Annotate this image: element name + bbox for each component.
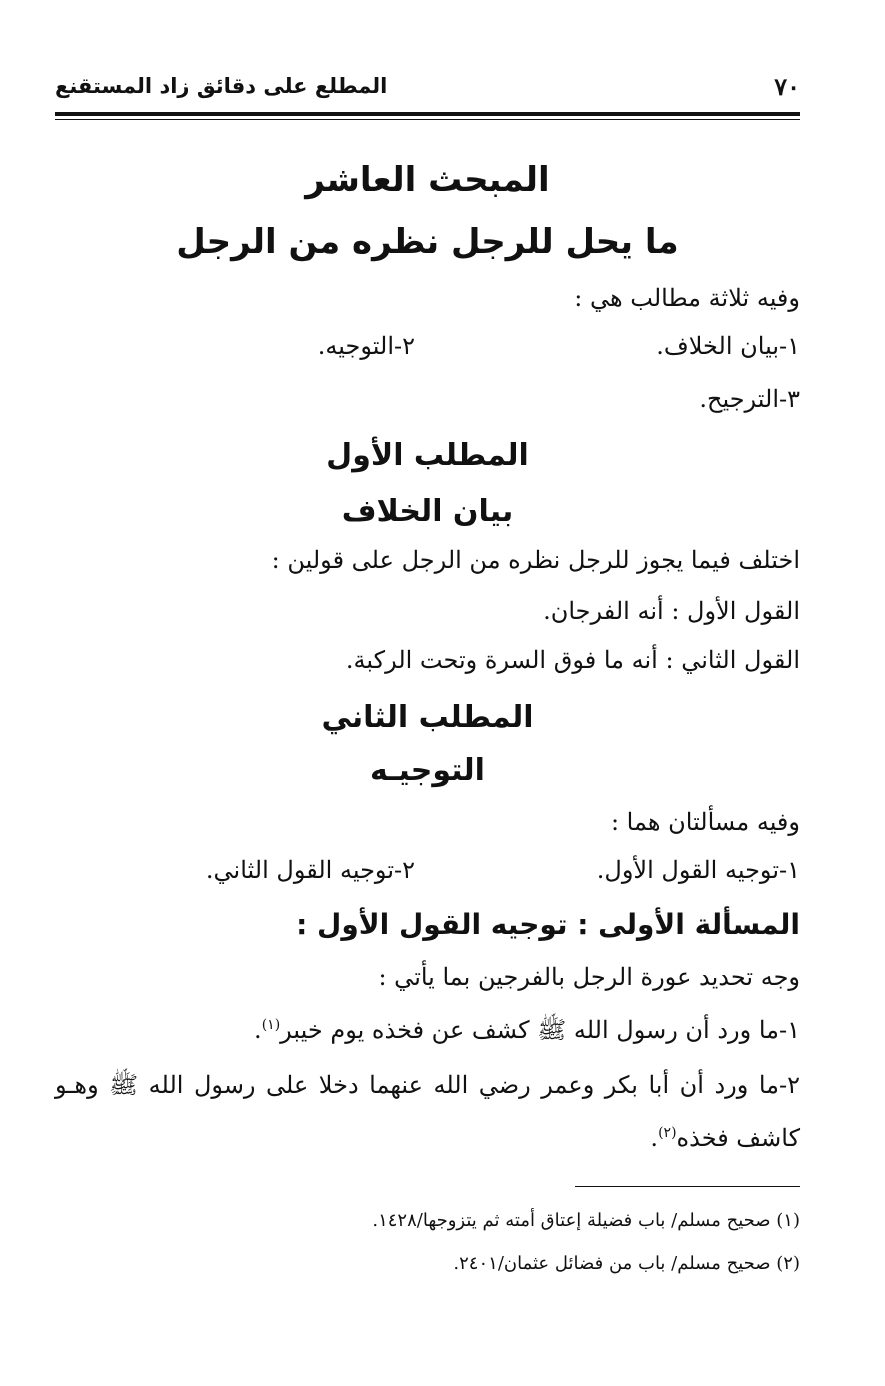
point-2-line-1: ٢-ما ورد أن أبا بكر وعمر رضي الله عنهما دخلا على رسول الله ﷺ وهـو xyxy=(55,1071,800,1099)
section1-opinion-2: القول الثاني : أنه ما فوق السرة وتحت الركبة. xyxy=(345,646,800,674)
header-rule-thin xyxy=(55,119,800,120)
point-2-line-2 xyxy=(650,1124,800,1152)
issue1-text: وجه تحديد عورة الرجل بالفرجين بما يأتي : xyxy=(378,963,800,991)
section2-intro: وفيه مسألتان هما : xyxy=(610,808,800,836)
section1-title: المطلب الأول xyxy=(326,438,529,473)
chapter-subtitle: ما يحل للرجل نظره من الرجل xyxy=(176,222,679,262)
point-1 xyxy=(254,1015,800,1050)
section1-subtitle: بيان الخلاف xyxy=(341,494,514,529)
section2-item-1: ١-توجيه القول الأول. xyxy=(596,856,800,884)
section1-opinion-1: القول الأول : أنه الفرجان. xyxy=(543,597,800,625)
issue1-title: المسألة الأولى : توجيه القول الأول : xyxy=(296,908,800,941)
section2-item-2: ٢-توجيه القول الثاني. xyxy=(205,856,415,884)
footnote-1: (١) صحيح مسلم/ باب فضيلة إعتاق أمته ثم يتزوجها/١٤٢٨. xyxy=(372,1210,800,1231)
running-header xyxy=(55,72,800,112)
footnote-ref-1: (١) xyxy=(261,1017,281,1033)
intro-item-1: ١-بيان الخلاف. xyxy=(656,332,800,360)
footnote-2: (٢) صحيح مسلم/ باب من فضائل عثمان/٢٤٠١. xyxy=(453,1253,800,1274)
point-1-end: . xyxy=(254,1016,262,1044)
header-rule-thick xyxy=(55,112,800,116)
page-number: ٧٠ xyxy=(774,72,800,101)
point-1-text: ١-ما ورد أن رسول الله ﷺ كشف عن فخذه يوم خيبر xyxy=(280,1016,800,1044)
footnote-separator xyxy=(575,1186,800,1187)
intro-item-2: ٢-التوجيه. xyxy=(317,332,415,360)
section1-text: اختلف فيما يجوز للرجل نظره من الرجل على قولين : xyxy=(271,546,800,574)
point-2-text: كاشف فخذه xyxy=(676,1124,800,1152)
chapter-title: المبحث العاشر xyxy=(305,160,550,200)
book-title: المطلع على دقائق زاد المستقنع xyxy=(55,74,388,98)
intro-text: وفيه ثلاثة مطالب هي : xyxy=(574,284,800,312)
intro-item-3: ٣-الترجيح. xyxy=(699,385,800,413)
footnote-ref-2: (٢) xyxy=(658,1125,677,1141)
section2-subtitle: التوجيـه xyxy=(370,753,485,788)
point-2-end: . xyxy=(650,1124,659,1152)
section2-title: المطلب الثاني xyxy=(321,700,534,735)
